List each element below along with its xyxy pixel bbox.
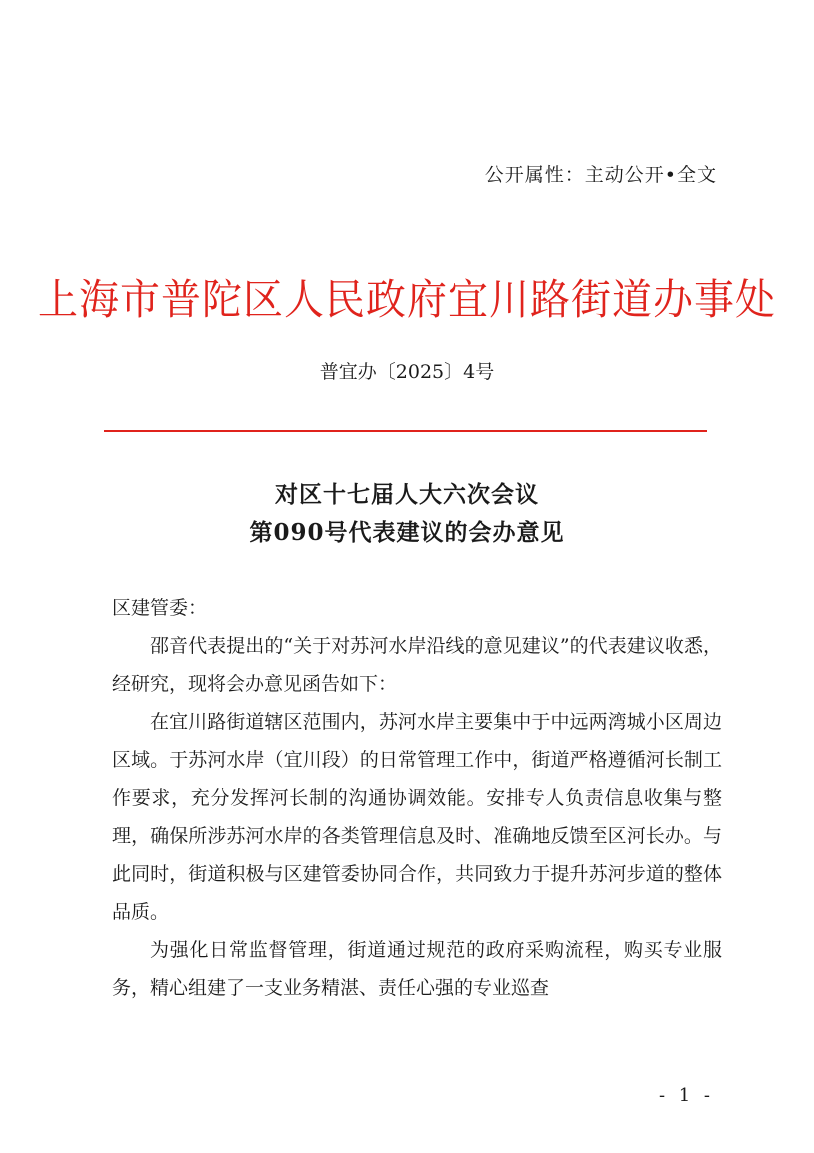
issuing-organization-title: 上海市普陀区人民政府宜川路街道办事处 <box>38 276 776 325</box>
page-number: - 1 - <box>658 1085 714 1106</box>
body-paragraph: 为强化日常监督管理，街道通过规范的政府采购流程，购买专业服务，精心组建了一支业务精湛、责任心强的专业巡查 <box>112 939 722 999</box>
body-paragraph: 在宜川路街道辖区范围内，苏河水岸主要集中于中远两湾城小区周边区域。于苏河水岸（宜川段）的日常管理工作中，街道严格遵循河长制工作要求，充分发挥河长制的沟通协调效能。安排专人负责信息收集与整理，确保所涉苏河水岸的各类管理信息及时、准确地反馈至区河长办。与此同时，街道积极与区建管委协同合作，共同致力于提升苏河步道的整体品质。 <box>112 711 722 923</box>
body-text <box>112 627 722 1007</box>
salutation: 区建管委： <box>112 597 208 619</box>
document-title-line-2: 第090号代表建议的会办意见 <box>249 519 565 546</box>
body-paragraph: 邵音代表提出的“关于对苏河水岸沿线的意见建议”的代表建议收悉，经研究，现将会办意见函告如下： <box>112 635 722 695</box>
document-title-line-1: 对区十七届人大六次会议 <box>275 481 539 508</box>
document-number: 普宜办〔2025〕4号 <box>319 361 495 383</box>
disclosure-label: 公开属性：主动公开•全文 <box>484 164 717 186</box>
red-divider-line <box>104 430 707 432</box>
